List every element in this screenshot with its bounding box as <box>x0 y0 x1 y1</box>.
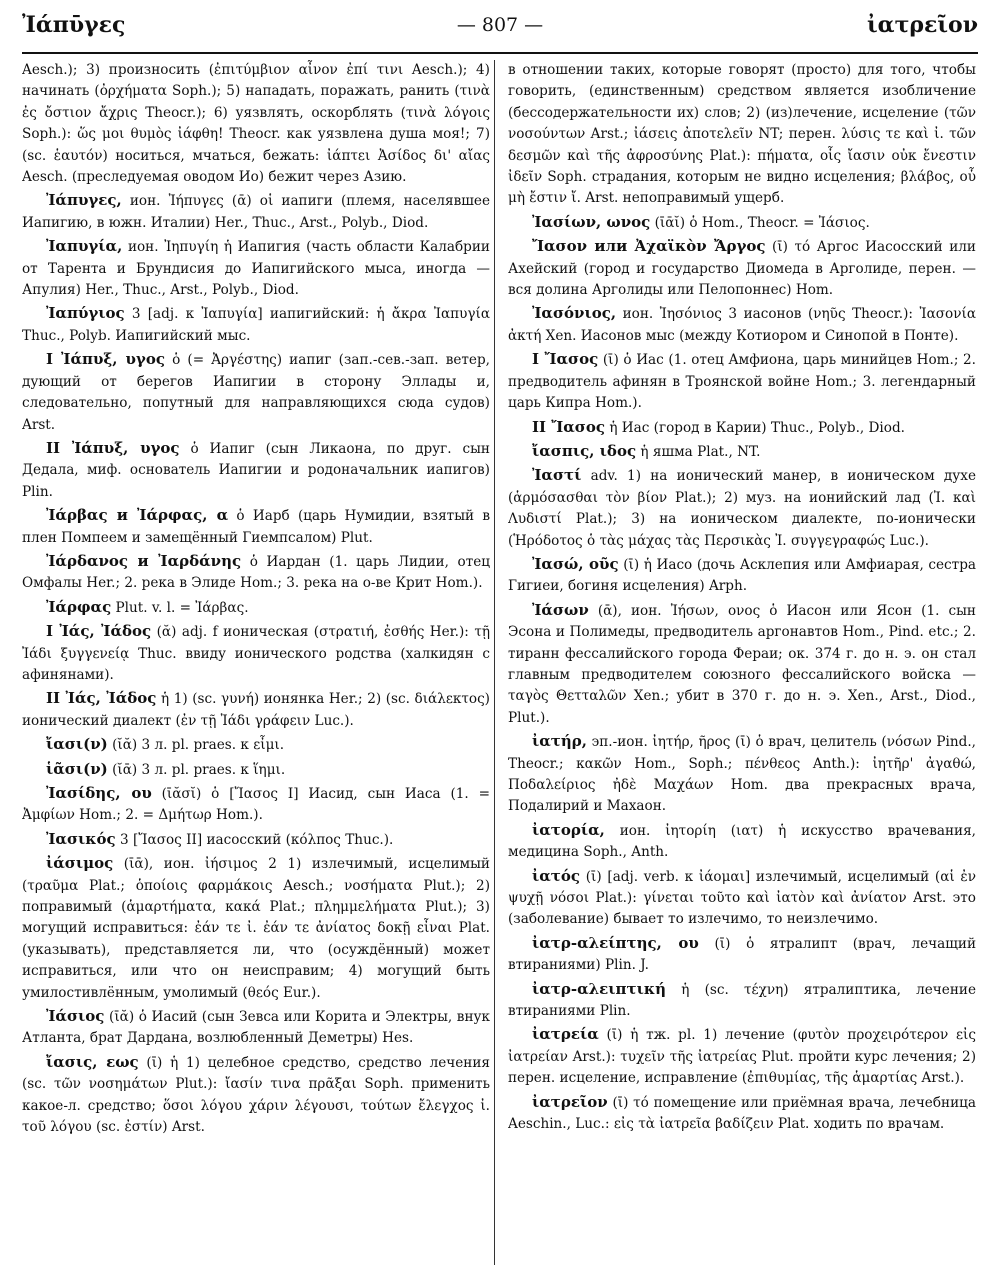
entry-definition: ὁ Иапиг (сын Ликаона, по друг. сын Дедала, миф. основатель Иапигии и родоначальник иапигов) Plin. <box>22 440 490 500</box>
entry-definition: (ῑ) τό помещение или приёмная врача, лечебница Aeschin., Luc.: εἰς τὰ ἰατρεῖα βαδίζειν Plat. ходить по врачам. <box>508 1094 976 1133</box>
dictionary-entry <box>22 1006 490 1050</box>
dictionary-entry <box>22 759 490 781</box>
dictionary-entry <box>22 349 490 436</box>
entry-headword: Ἰασόνιος, <box>532 304 617 323</box>
entry-headword: Ἰάσων <box>532 600 589 619</box>
dictionary-entry <box>22 829 490 851</box>
entry-headword: Ἰάρβας и Ἰάρφας, α <box>46 506 229 525</box>
entry-definition: (ῑᾱῐ) ὁ Hom., Theocr. = Ἰάσιος. <box>654 214 870 231</box>
entry-headword: Ἰαπύγιος <box>46 304 125 323</box>
dictionary-entry <box>22 597 490 619</box>
entry-definition: 3 [Ἴασος II] иасосский (κόλπος Thuc.). <box>120 831 394 848</box>
entry-definition: Aesch.); 3) произносить (ἐπιτύμβιον αἶνον ἐπί τινι Aesch.); 4) начинать (ὀρχήματα Soph.); 5) нападать, поражать, ранить (τινὰ ἐς ὄστιον ἄχρις Theocr.); 6) уязвлять, оскорблять (τινὰ λόγοις Soph.): ὥς μοι θυμὸς ἰάφθη! Theocr. как уязвлена душа моя!; 7) (sc. ἑαυτόν) носиться, мчаться, бежать: ἰάπτει Ἀσίδος δι' αἴας Aesch. (преследуемая оводом Ио) бежит через Азию. <box>22 62 490 186</box>
entry-headword: ἱᾶσι(ν) <box>46 759 108 778</box>
entry-definition: в отношении таких, которые говорят (просто) для того, чтобы говорить, (единственным) средством является изобличение (бессодержательности их) слов; 2) (из)лечение, исцеление (τῶν νοσούντων Arst.; ἰάσεις ἀποτελεῖν NT; перен. λύσις τε καὶ ἰ. τῶν δεσμῶν καὶ τῆς ἀφροσύνης Plat.): πήματα, οἷς ἴασιν οὐκ ἔνεστιν ἰδεῖν Soph. страдания, которым не видно исцеления; βλάβος, οὗ μὴ ἔστιν ἴ. Arst. непоправимый ущерб. <box>508 62 976 207</box>
entry-definition: эп.-ион. ἰητήρ, ῆρος (ῑ) ὁ врач, целитель (νόσων Pind., Theocr.; κακῶν Hom., Soph.; πένθεος Anth.): ἰητῆρ' ἀγαθώ, Ποδαλείριος ἠδὲ Μαχάων Hom. два прекрасных врача, Подалирий и Махаон. <box>508 734 976 815</box>
dictionary-entry <box>508 236 976 301</box>
dictionary-entry <box>508 731 976 818</box>
entry-definition: ὁ (= Ἀργέστης) иапиг (зап.-сев.-зап. ветер, дующий от берегов Иапигии в сторону Эллады и, следовательно, попутный для направляющихся сюда судов) Arst. <box>22 352 490 433</box>
entry-definition: (ῑᾰσῐ) ὁ [Ἴασος I] Иасид, сын Иаса (1. = Ἀμφίων Hom.; 2. = Δμήτωρ Hom.). <box>22 786 490 824</box>
dictionary-entry <box>508 554 976 598</box>
entry-definition: Plut. v. l. = Ἰάρβας. <box>115 599 249 616</box>
entry-definition: ион. Ἰήπυγες (ᾱ) οἱ иапиги (племя, населявшее Иапигию, в южн. Италии) Her., Thuc., Arst., Polyb., Diod. <box>22 193 490 231</box>
entry-headword: Ἰάπυγες, <box>46 191 122 210</box>
entry-headword: I Ἰάπυξ, υγος <box>46 350 165 369</box>
entry-definition: (ῑ) ἡ тж. pl. 1) лечение (φυτὸν προχειρότερον εἰς ἰατρείαν Arst.): τυχεῖν τῆς ἰατρείας Plut. пройти курс лечения; 2) перен. исцеление, исправление (ἐπιθυμίας, τῆς ἁμαρτίας Arst.). <box>508 1027 976 1087</box>
dictionary-entry <box>22 303 490 347</box>
entry-definition: ἡ Иас (город в Карии) Thuc., Polyb., Diod. <box>609 419 905 436</box>
entry-definition: (ῑ) ἡ Иасо (дочь Асклепия или Амфиарая, сестра Гигиеи, богиня исцеления) Arph. <box>508 556 976 595</box>
dictionary-entry <box>22 236 490 301</box>
entry-headword: ἰατρεία <box>532 1025 599 1044</box>
entry-headword: II Ἰάπυξ, υγος <box>46 438 180 457</box>
entry-headword: ἴασι(ν) <box>46 735 108 754</box>
dictionary-entry <box>22 734 490 756</box>
entry-headword: ἰατρ-αλειπτική <box>532 979 667 998</box>
column-separator <box>494 60 495 1265</box>
entry-headword: Ἰάρφας <box>46 597 112 616</box>
page-header <box>22 12 978 46</box>
entry-headword: II Ἴασος <box>532 417 605 436</box>
dictionary-entry <box>508 417 976 439</box>
dictionary-entry <box>22 438 490 503</box>
entry-definition: (ᾰ) adj. f ионическая (στρατιή, ἐσθής Her.): τῇ Ἰάδι ξυγγενείᾳ Thuc. ввиду ионического родства (халкидян с афинянами). <box>22 624 490 683</box>
dictionary-entry <box>508 1092 976 1136</box>
entry-definition: ион. ἰητορίη (ιατ) ἡ искусство врачевания, медицина Soph., Anth. <box>508 822 976 861</box>
entry-headword: ἴασις, εως <box>46 1052 139 1071</box>
dictionary-entry <box>508 866 976 931</box>
entry-definition: 3 [adj. к Ἰαπυγία] иапигийский: ἡ ἄκρα Ἰαπυγία Thuc., Polyb. Иапигийский мыс. <box>22 306 490 344</box>
entry-headword: Ἰαπυγία, <box>46 237 123 256</box>
dictionary-entry <box>508 820 976 864</box>
right-column <box>508 60 976 1270</box>
dictionary-entry <box>508 465 976 552</box>
entry-headword: ἰατήρ, <box>532 732 587 751</box>
dictionary-entry <box>22 688 490 732</box>
entry-definition: (ῑ) ὁ Иас (1. отец Амфиона, царь минийцев Hom.; 2. предводитель афинян в Троянской войне Hom.; 3. легендарный царь Кипра Hom.). <box>508 352 976 412</box>
dictionary-entry <box>22 1052 490 1139</box>
entry-headword: II Ἰάς, Ἰάδος <box>46 689 157 708</box>
entry-headword: ἰατρεῖον <box>532 1092 608 1111</box>
dictionary-entry <box>508 1024 976 1089</box>
entry-headword: Ἰασώ, οῦς <box>532 554 619 573</box>
entry-headword: ἰατρ-αλείπτης, ου <box>532 933 699 952</box>
entry-headword: ἰατορία, <box>532 820 605 839</box>
entry-definition: ὁ Иардан (1. царь Лидии, отец Омфалы Her.; 2. река в Элиде Hom.; 3. река на о-ве Крит Hom.). <box>22 553 490 592</box>
entry-definition: (ῑᾱ), ион. ἰήσιμος 2 1) излечимый, исцелимый (τραῦμα Plat.; ὁποίοις φαρμάκοις Aesch.; νοσήματα Plut.); 2) поправимый (ἁμαρτήματα, κακά Plat.; πλημμελήματα Plut.); 3) могущий исправиться: ἐάν τε ἰ. ἐάν τε ἀνίατος δοκῇ εἶναι Plat. (указывать), представляется ли, что (осуждённый) может исправиться, или что он неисправим; 4) могущий быть умилостивлённым, умолимый (θεός Eur.). <box>22 856 490 1001</box>
dictionary-entry <box>508 979 976 1023</box>
entry-definition: (ῑ) [adj. verb. к ἰάομαι] излечимый, исцелимый (αἱ ἐν ψυχῇ νόσοι Plat.): γίνεται τοῦτο καὶ ἰατὸν καὶ ἀνίατον Arst. это (заболевание) бывает то излечимо, то неизлечимо. <box>508 868 976 928</box>
entry-headword: I Ἰάς, Ἰάδος <box>46 622 152 641</box>
entry-definition: (ῑ) ἡ 1) целебное средство, средство лечения (sc. τῶν νοσημάτων Plut.): ἴασίν τινα πρᾶξαι Soph. применить какое-л. средство; ὅσοι λόγου χάριν λέγουσι, τούτων ἔλεγχος ἰ. τοῦ λόγου (sc. ἐστίν) Arst. <box>22 1054 490 1136</box>
entry-definition: ἡ (sc. τέχνη) ятралиптика, лечение втираниями Plin. <box>508 981 976 1020</box>
entry-definition: (ῐᾰ) 3 л. pl. praes. к εἶμι. <box>112 737 285 754</box>
entry-headword: Ἰασίδης, ου <box>46 784 152 802</box>
entry-definition: (ῐᾱ) 3 л. pl. praes. к ἵημι. <box>112 761 286 778</box>
entry-definition: ἡ 1) (sc. γυνή) ионянка Her.; 2) (sc. διάλεκτος) ионический диалект (ἐν τῇ Ἰάδι γράφειν Luc.). <box>22 691 490 729</box>
entry-definition: (ῑᾰ) ὁ Иасий (сын Зевса или Корита и Электры, внук Атланта, брат Дардана, возлюбленный Деметры) Hes. <box>22 1009 490 1047</box>
header-rule <box>22 52 978 54</box>
entry-headword: Ἰασίων, ωνος <box>532 212 651 231</box>
entry-definition: (ῑ) ὁ ятралипт (врач, лечащий втираниями) Plin. J. <box>508 935 976 974</box>
dictionary-entry <box>508 60 976 210</box>
entry-definition: ион. Ἰησόνιος 3 иасонов (νηῦς Theocr.): Ἰασονία ἀκτή Xen. Иасонов мыс (между Котиором и Синопой в Понте). <box>508 306 976 344</box>
entry-headword: Ἰασικός <box>46 829 116 848</box>
dictionary-entry <box>22 621 490 686</box>
entry-headword: I Ἴασος <box>532 350 599 369</box>
entry-headword: ἰάσιμος <box>46 854 114 873</box>
entry-headword: ἰατός <box>532 866 581 885</box>
dictionary-entry <box>508 600 976 729</box>
left-column <box>22 60 490 1270</box>
dictionary-entry <box>22 853 490 1004</box>
dictionary-entry <box>22 551 490 595</box>
entry-definition: (ῑ) τό Аргос Иасосский или Ахейский (город и государство Диомеда в Арголиде, перен. — вся долина Арголиды или Пелопоннес) Hom. <box>508 239 976 299</box>
entry-definition: ион. Ἰηπυγίη ἡ Иапигия (часть области Калабрии от Тарента и Брундисия до Иапигийского мыса, иногда — Апулия) Her., Thuc., Arst., Polyb., Diod. <box>22 239 490 299</box>
left-running-headword: Ἰάπῡγες <box>22 12 126 38</box>
entry-headword: Ἰάρδανος и Ἰαρδάνης <box>46 551 242 570</box>
entry-definition: (ᾱ), ион. Ἰήσων, ονος ὁ Иасон или Ясон (1. сын Эсона и Полимеды, предводитель аргонавтов Hom., Pind. etc.; 2. тиранн фессалийского города Фераи; ок. 374 г. до н. э. он стал главным предводителем союзного фессалийского войска — ταγὸς Θετταλῶν Xen.; убит в 370 г. до н. э. Xen., Arst., Diod., Plut.). <box>508 602 976 726</box>
dictionary-entry <box>22 783 490 827</box>
entry-headword: Ἴασον или Ἀχαϊκὸν Ἄργος <box>532 237 766 256</box>
entry-definition: ἡ яшма Plat., NT. <box>640 443 761 460</box>
dictionary-entry <box>508 212 976 234</box>
dictionary-entry <box>508 441 976 463</box>
dictionary-entry <box>508 303 976 347</box>
entry-headword: Ἰαστί <box>532 466 582 485</box>
entry-headword: ἴασπις, ιδος <box>532 441 637 460</box>
dictionary-entry <box>22 505 490 549</box>
entry-headword: Ἰάσιος <box>46 1007 105 1026</box>
entry-definition: ὁ Иарб (царь Нумидии, взятый в плен Помпеем и замещённый Гиемпсалом) Plut. <box>22 508 490 546</box>
right-running-headword: ἰατρεῖον <box>867 12 978 38</box>
dictionary-entry <box>22 60 490 188</box>
dictionary-entry <box>508 933 976 977</box>
dictionary-entry <box>508 349 976 414</box>
page-number: — 807 — <box>456 14 544 36</box>
entry-definition: adv. 1) на ионический манер, в ионическом духе (ἁρμόσασθαι τὸν βίον Plat.); 2) муз. на ионийский лад (Ἰ. καὶ Λυδιστί Plat.); 3) на ионическом диалекте, по-ионически (Ἡρόδοτος ὁ τὰς μάχας τὰς Περσικὰς Ἰ. συγγεγραφώς Luc.). <box>508 468 976 549</box>
dictionary-entry <box>22 190 490 234</box>
